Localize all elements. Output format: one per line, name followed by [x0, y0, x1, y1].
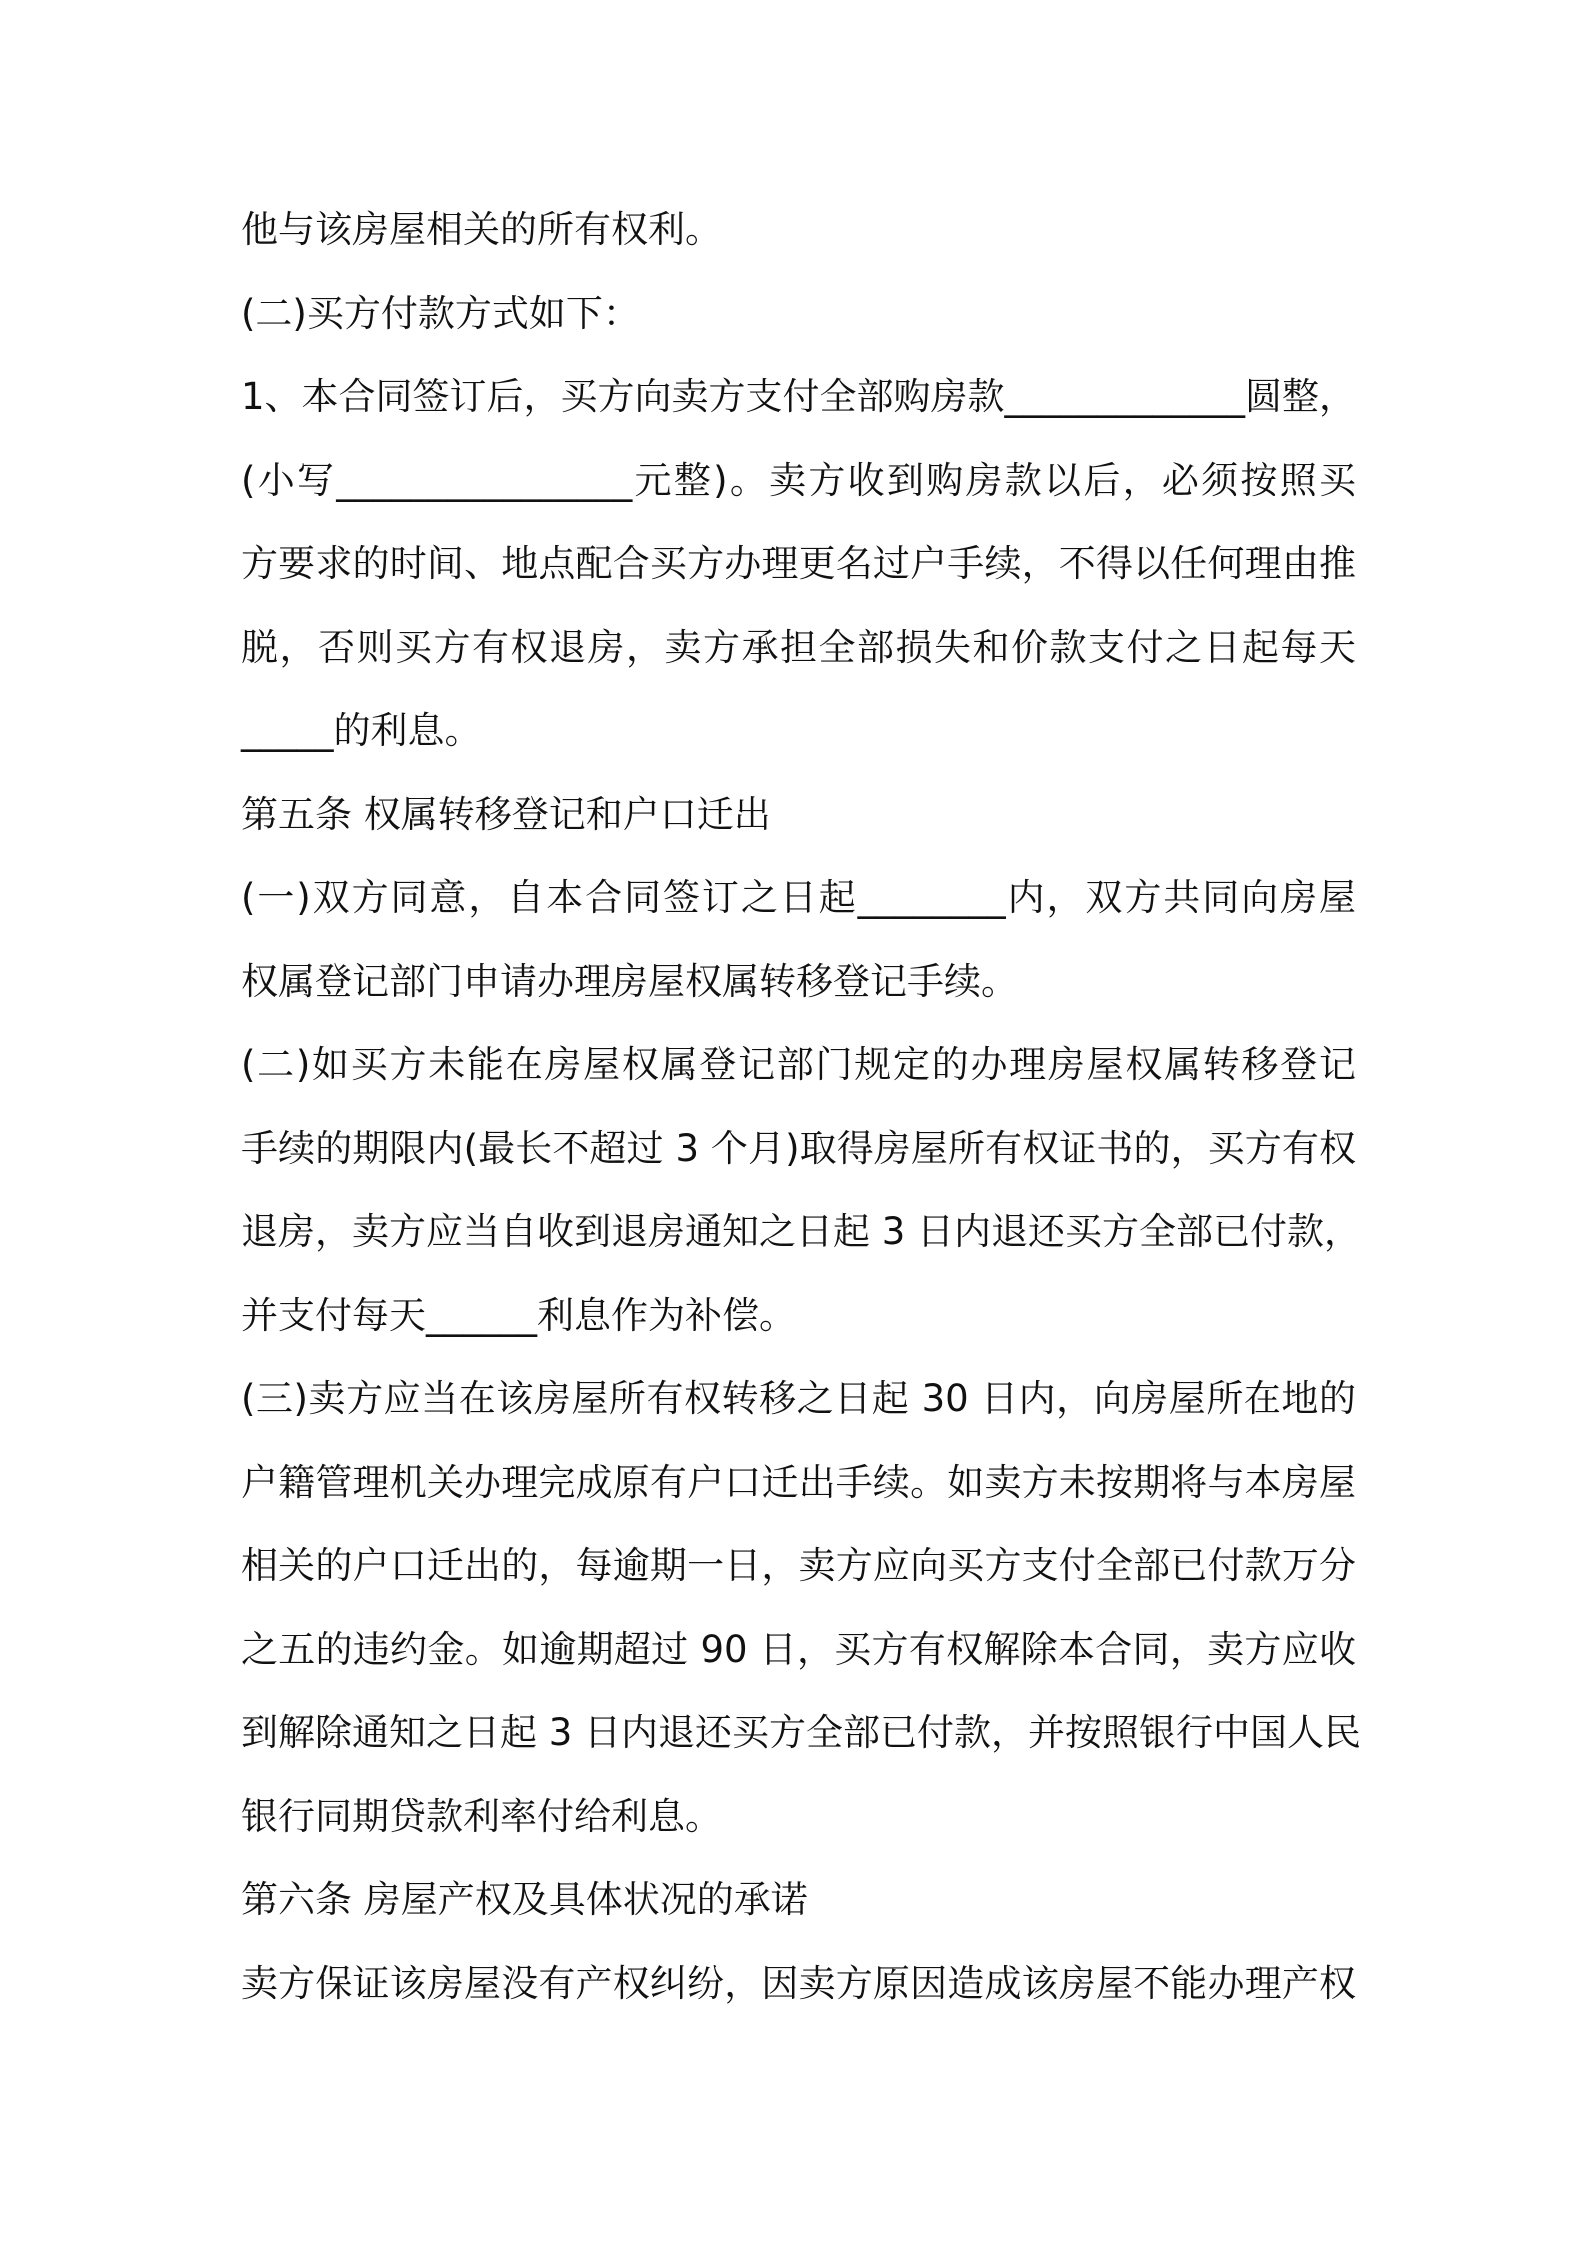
text-line: 权属登记部门申请办理房屋权属转移登记手续。 — [241, 959, 1018, 1003]
text-line: (小写________________元整)。卖方收到购房款以后，必须按照买 — [241, 458, 1356, 502]
text-line: (二)买方付款方式如下： — [241, 291, 640, 335]
contract-body — [241, 188, 1362, 2025]
text-line: _____的利息。 — [241, 709, 482, 752]
text-line: (一)双方同意，自本合同签订之日起________内，双方共同向房屋 — [241, 876, 1356, 919]
text-line: 户籍管理机关办理完成原有户口迁出手续。如卖方未按期将与本房屋 — [241, 1460, 1356, 1504]
text-line: 卖方保证该房屋没有产权纠纷，因卖方原因造成该房屋不能办理产权 — [241, 1961, 1356, 2005]
text-line: 退房，卖方应当自收到退房通知之日起 3 日内退还买方全部已付款， — [241, 1210, 1362, 1253]
text-line: 到解除通知之日起 3 日内退还买方全部已付款，并按照银行中国人民 — [241, 1711, 1362, 1754]
text-line: 脱，否则买方有权退房，卖方承担全部损失和价款支付之日起每天 — [241, 625, 1356, 669]
text-line: 并支付每天______利息作为补偿。 — [241, 1293, 796, 1337]
section-heading: 第五条 权属转移登记和户口迁出 — [241, 792, 771, 836]
text-line: 银行同期贷款利率付给利息。 — [241, 1794, 722, 1838]
section-heading: 第六条 房屋产权及具体状况的承诺 — [241, 1878, 808, 1921]
text-line: (三)卖方应当在该房屋所有权转移之日起 30 日内，向房屋所在地的 — [241, 1377, 1356, 1420]
text-line: 之五的违约金。如逾期超过 90 日，买方有权解除本合同，卖方应收 — [241, 1627, 1356, 1671]
text-line: 他与该房屋相关的所有权利。 — [241, 208, 722, 251]
text-line: 方要求的时间、地点配合买方办理更名过户手续，不得以任何理由推 — [241, 542, 1356, 585]
text-line: 手续的期限内(最长不超过 3 个月)取得房屋所有权证书的，买方有权 — [241, 1126, 1356, 1170]
text-line: (二)如买方未能在房屋权属登记部门规定的办理房屋权属转移登记 — [241, 1043, 1356, 1086]
text-line: 1、本合同签订后，买方向卖方支付全部购房款_____________圆整， — [241, 375, 1357, 418]
text-line: 相关的户口迁出的，每逾期一日，卖方应向买方支付全部已付款万分 — [241, 1544, 1356, 1587]
